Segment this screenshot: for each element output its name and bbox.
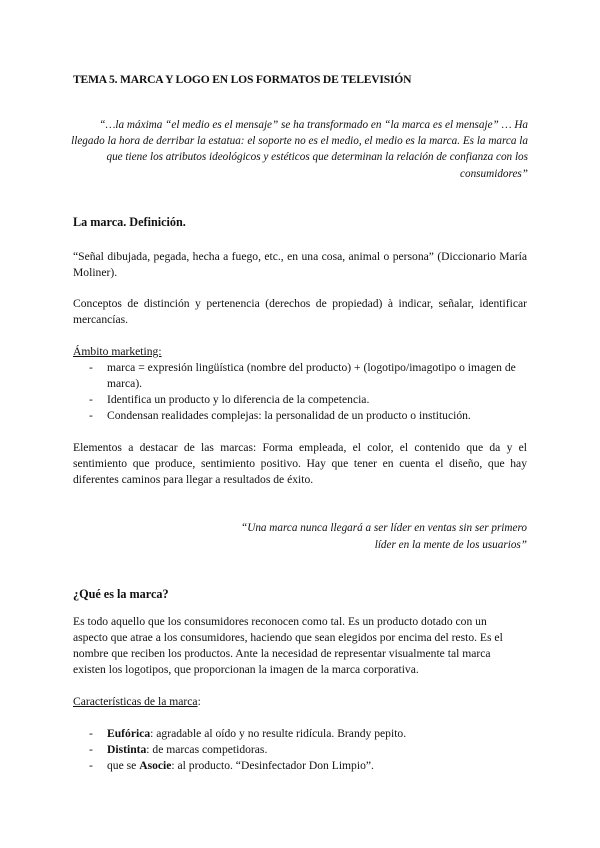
concepts-paragraph: Conceptos de distinción y pertenencia (derechos de propiedad) à indicar, señalar, identificar mercancías. xyxy=(73,297,527,326)
elementos-paragraph: Elementos a destacar de las marcas: Forma empleada, el color, el contenido que da y el sentimiento que produce, sentimiento positivo. Hay que tener en cuenta el diseño, que hay diferentes caminos para llegar a resultados de éxito. xyxy=(73,441,527,486)
caracteristicas-list xyxy=(73,726,527,774)
section-heading-what-is-brand: ¿Qué es la marca? xyxy=(73,587,169,601)
definition-paragraph: “Señal dibujada, pegada, hecha a fuego, etc., en una cosa, animal o persona” (Diccionario María Moliner). xyxy=(73,250,527,279)
epigraph-quote: “…la máxima “el medio es el mensaje” se ha transformado en “la marca es el mensaje” … Ha llegado la hora de derribar la estatua: el soporte no es el medio, el medio es la marca. Es la marca la que tiene los atributos ideológicos y estéticos que determinan la relación de confianza con los consumidores” xyxy=(71,119,528,180)
leader-quote-text: “Una marca nunca llegará a ser líder en ventas sin ser primero líder en la mente de los usuarios” xyxy=(241,522,527,551)
list-item: - Distinta: de marcas competidoras. xyxy=(73,742,527,758)
section-heading-definition: La marca. Definición. xyxy=(73,215,186,229)
list-item: - Identifica un producto y lo diferencia de la competencia. xyxy=(73,392,527,408)
list-item: - que se Asocie: al producto. “Desinfectador Don Limpio”. xyxy=(73,758,527,774)
caracteristicas-section xyxy=(73,726,527,774)
ambito-marketing-list xyxy=(73,360,527,424)
list-item: - marca = expresión lingüística (nombre del producto) + (logotipo/imagotipo o imagen de marca). xyxy=(73,360,527,392)
page-title: TEMA 5. MARCA Y LOGO EN LOS FORMATOS DE TELEVISIÓN xyxy=(73,73,412,86)
leader-quote xyxy=(73,520,527,553)
caracteristicas-label: Características de la marca: xyxy=(73,695,201,708)
what-is-brand-paragraph: Es todo aquello que los consumidores reconocen como tal. Es un producto dotado con un aspecto que atrae a los consumidores, haciendo que sean elegidos por encima del resto. Es el nombre que reciben los productos. Ante la necesidad de representar visualmente tal marca existen los logotipos, que proporcionan la imagen de la marca corporativa. xyxy=(73,615,503,676)
ambito-marketing-label: Ámbito marketing: xyxy=(73,345,162,358)
list-item: - Condensan realidades complejas: la personalidad de un producto o institución. xyxy=(73,408,527,424)
ambito-marketing-section xyxy=(73,344,527,424)
list-item: - Eufórica: agradable al oído y no resulte ridícula. Brandy pepito. xyxy=(73,726,527,742)
